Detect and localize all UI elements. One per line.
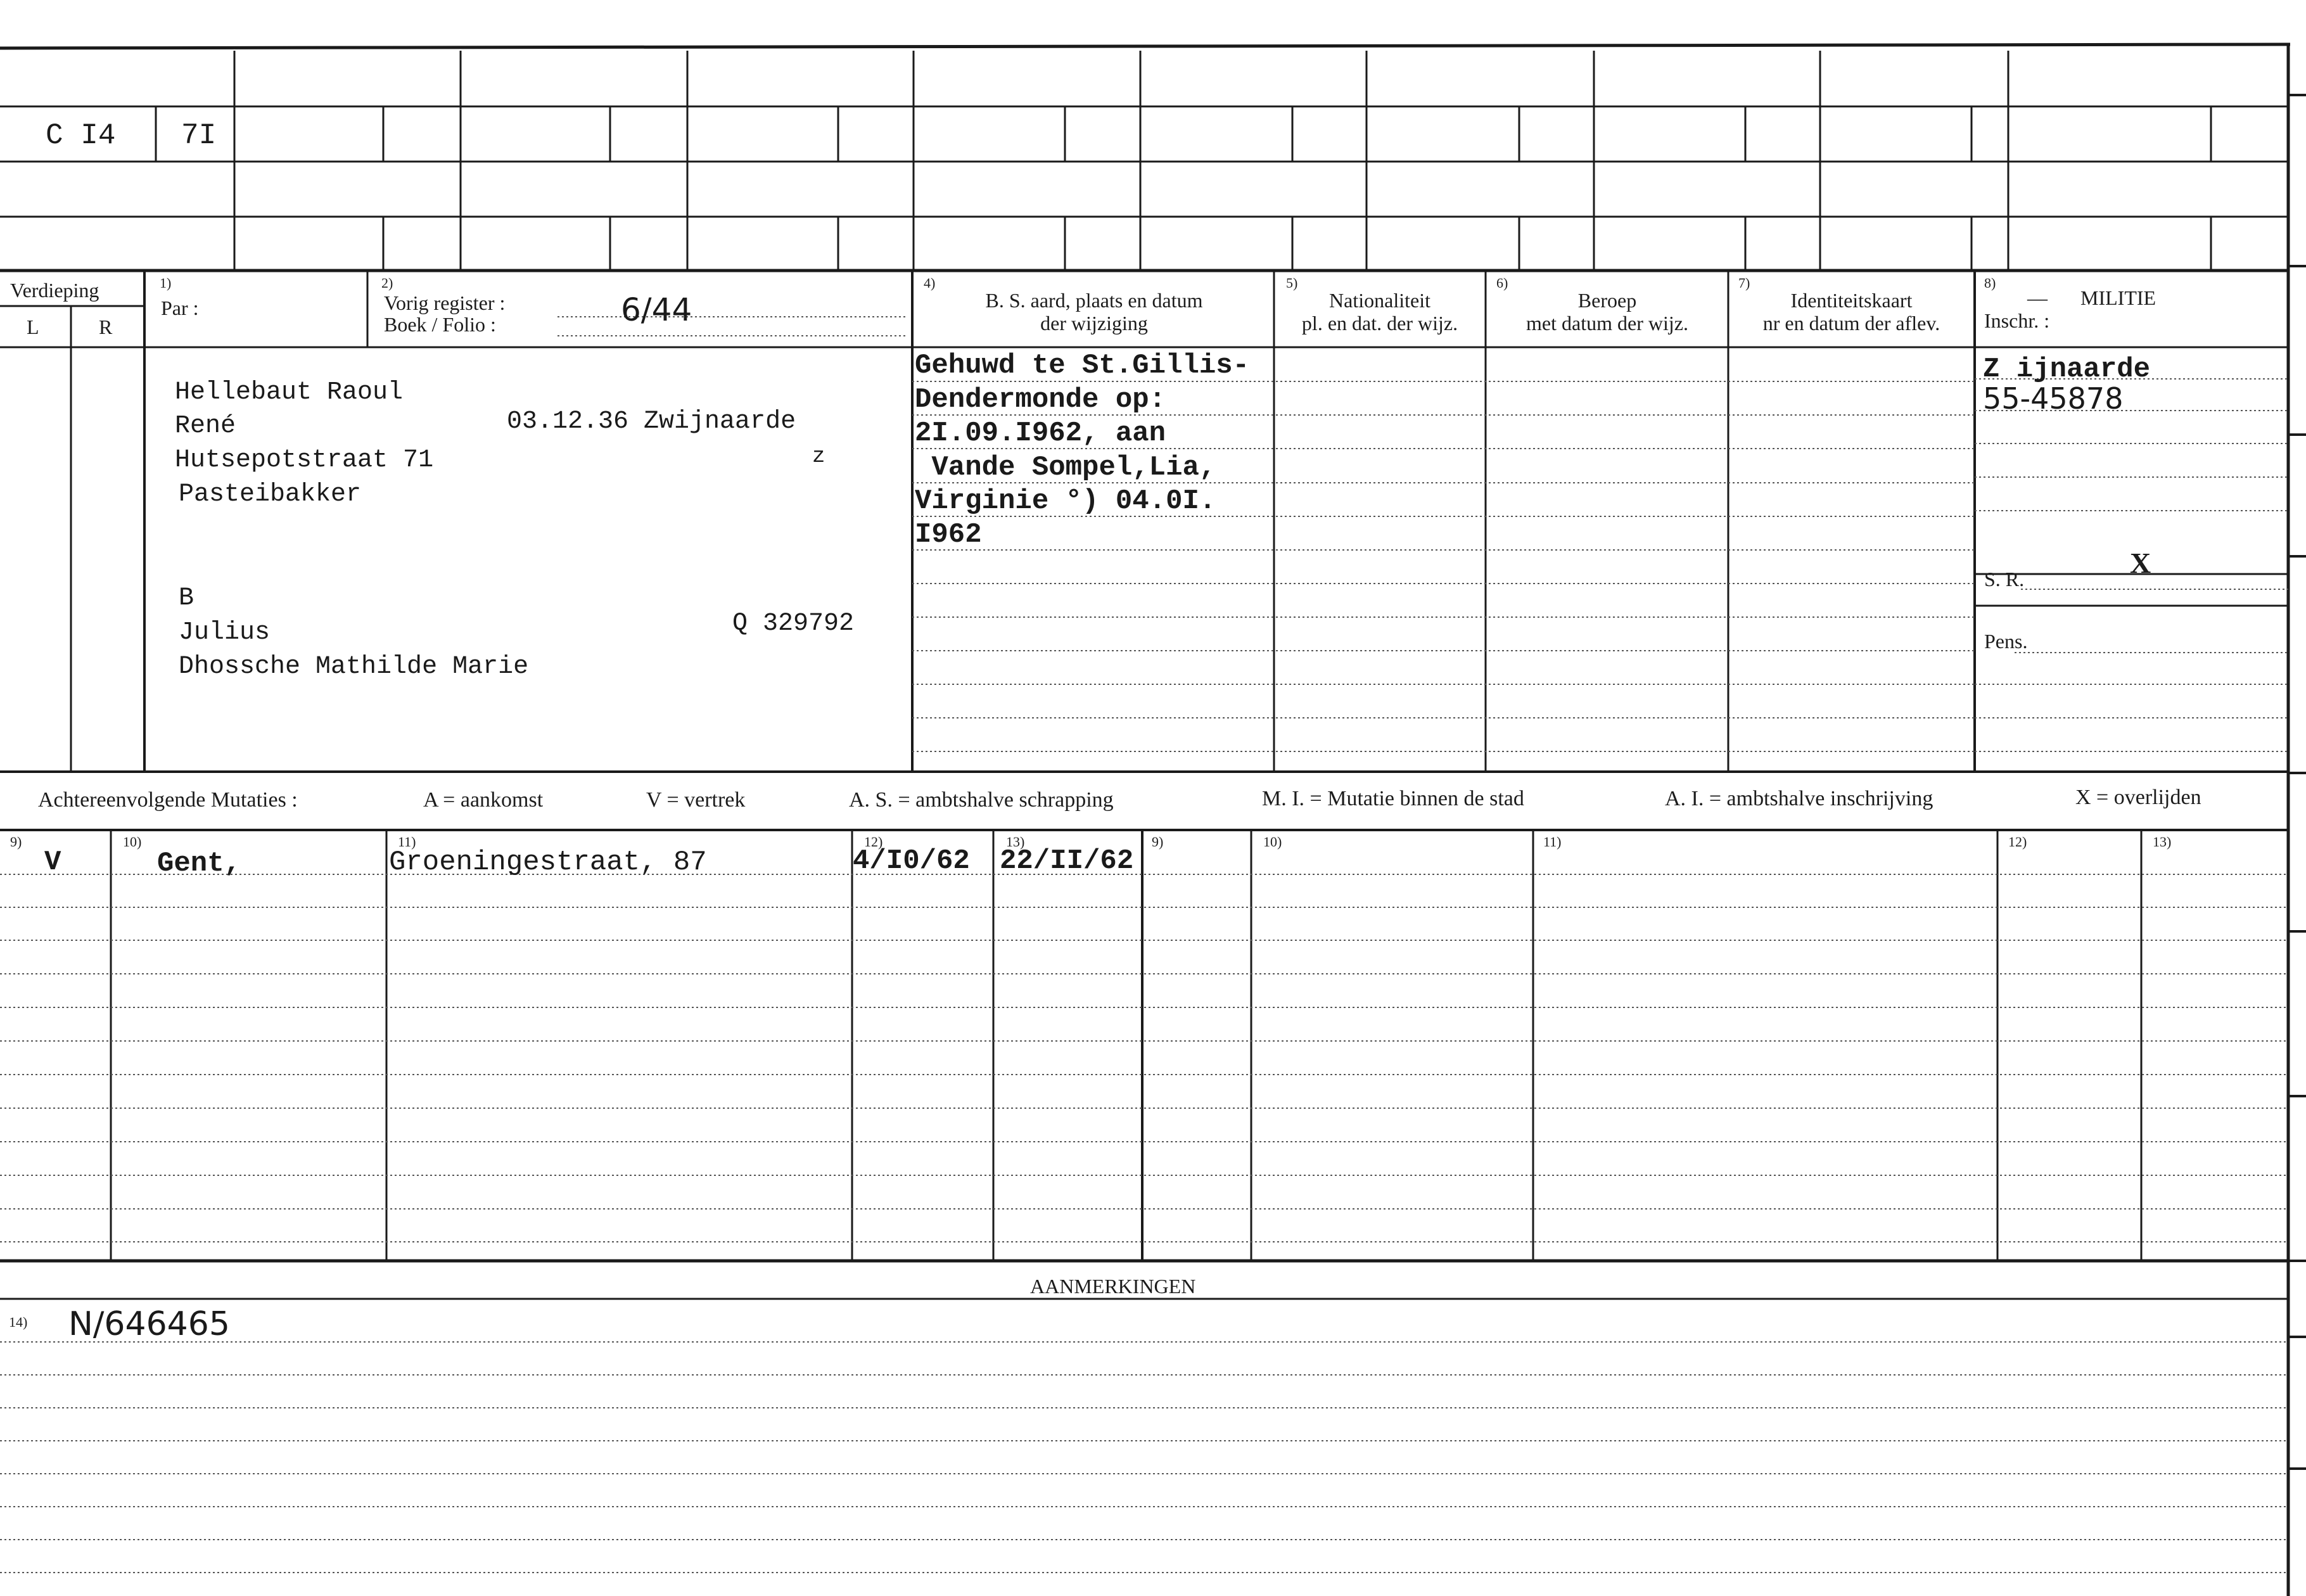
sr-label: S. R. xyxy=(1984,568,2025,591)
militie-label: MILITIE xyxy=(2080,286,2156,309)
legend-x: X = overlijden xyxy=(2075,786,2201,809)
mut-col-12: 12) xyxy=(864,834,883,850)
inschr-label: Inschr. : xyxy=(1984,309,2050,332)
mutation-street: Groeningestraat, 87 xyxy=(389,846,707,878)
identiteitskaart-header: Identiteitskaart nr en datum der aflev. xyxy=(1762,289,1940,335)
par-label: Par : xyxy=(161,297,199,319)
footnote-4: 4) xyxy=(924,275,936,291)
vorig-register-label: Vorig register : xyxy=(384,291,506,314)
card-code: C I4 xyxy=(46,119,116,152)
footnote-1: 1) xyxy=(160,275,172,291)
civil-line-3: 2I.09.I962, aan xyxy=(915,418,1166,449)
remarks-value: N/646465 xyxy=(68,1305,230,1343)
mutation-date-1: 4/I0/62 xyxy=(853,845,970,877)
mut-col-9b: 9) xyxy=(1152,834,1164,850)
militie-dash: — xyxy=(2027,286,2048,309)
mutation-city: Gent, xyxy=(157,848,241,879)
person-street: Hutsepotstraat 71 xyxy=(175,446,434,475)
nationaliteit-header: Nationaliteit pl. en dat. der wijz. xyxy=(1301,289,1458,335)
mut-col-12b: 12) xyxy=(2008,834,2027,850)
remarks-title: AANMERKINGEN xyxy=(1030,1275,1196,1298)
boek-folio-label: Boek / Folio : xyxy=(384,313,496,336)
legend-ai: A. I. = ambtshalve inschrijving xyxy=(1665,787,1933,810)
civil-line-1: Gehuwd te St.Gillis- xyxy=(915,350,1250,381)
mutation-date-2: 22/II/62 xyxy=(1000,845,1134,877)
footnote-6: 6) xyxy=(1496,275,1508,291)
person-b: B xyxy=(179,584,194,613)
civil-line-6: I962 xyxy=(915,519,982,551)
civil-line-2: Dendermonde op: xyxy=(915,384,1166,416)
militie-inschr-1: Z ijnaarde xyxy=(1983,354,2151,385)
person-father-code: Q 329792 xyxy=(732,610,855,638)
footnote-7: 7) xyxy=(1738,275,1750,291)
footnote-2: 2) xyxy=(381,275,393,291)
person-mother: Dhossche Mathilde Marie xyxy=(179,653,529,681)
legend-a: A = aankomst xyxy=(423,788,544,812)
pens-label: Pens. xyxy=(1984,630,2028,653)
civil-line-4: Vande Sompel,Lia, xyxy=(915,452,1216,483)
mut-col-10: 10) xyxy=(123,834,142,850)
verdieping-r: R xyxy=(99,316,113,338)
person-father: Julius xyxy=(179,618,271,647)
mut-col-9: 9) xyxy=(10,834,22,850)
mut-col-11: 11) xyxy=(398,834,416,850)
person-name: Hellebaut Raoul xyxy=(175,378,404,407)
person-birth: 03.12.36 Zwijnaarde xyxy=(507,407,796,436)
verdieping-l: L xyxy=(27,316,39,338)
footnote-5: 5) xyxy=(1286,275,1298,291)
legend-v: V = vertrek xyxy=(646,788,746,812)
remarks-num: 14) xyxy=(9,1314,28,1330)
person-firstname: René xyxy=(175,412,236,440)
person-z: z xyxy=(812,445,825,469)
civil-line-5: Virginie °) 04.0I. xyxy=(915,485,1216,517)
beroep-header: Beroep met datum der wijz. xyxy=(1526,289,1688,335)
mutation-type: V xyxy=(44,846,61,878)
mut-col-13b: 13) xyxy=(2153,834,2172,850)
mut-col-13: 13) xyxy=(1006,834,1025,850)
legend-as: A. S. = ambtshalve schrapping xyxy=(849,788,1114,812)
boek-folio-value: 6/44 xyxy=(621,291,692,328)
bs-header: B. S. aard, plaats en datum der wijziging xyxy=(985,289,1203,335)
footnote-8: 8) xyxy=(1984,275,1996,291)
sr-mark: X xyxy=(2130,547,2151,579)
person-profession: Pasteibakker xyxy=(179,480,362,509)
card-number: 7I xyxy=(181,119,217,152)
verdieping-label: Verdieping xyxy=(10,279,99,302)
mut-col-11b: 11) xyxy=(1543,834,1562,850)
legend-mi: M. I. = Mutatie binnen de stad xyxy=(1262,787,1524,810)
mut-col-10b: 10) xyxy=(1263,834,1282,850)
militie-inschr-2: 55-45878 xyxy=(1983,381,2124,416)
legend-title: Achtereenvolgende Mutaties : xyxy=(38,788,298,812)
